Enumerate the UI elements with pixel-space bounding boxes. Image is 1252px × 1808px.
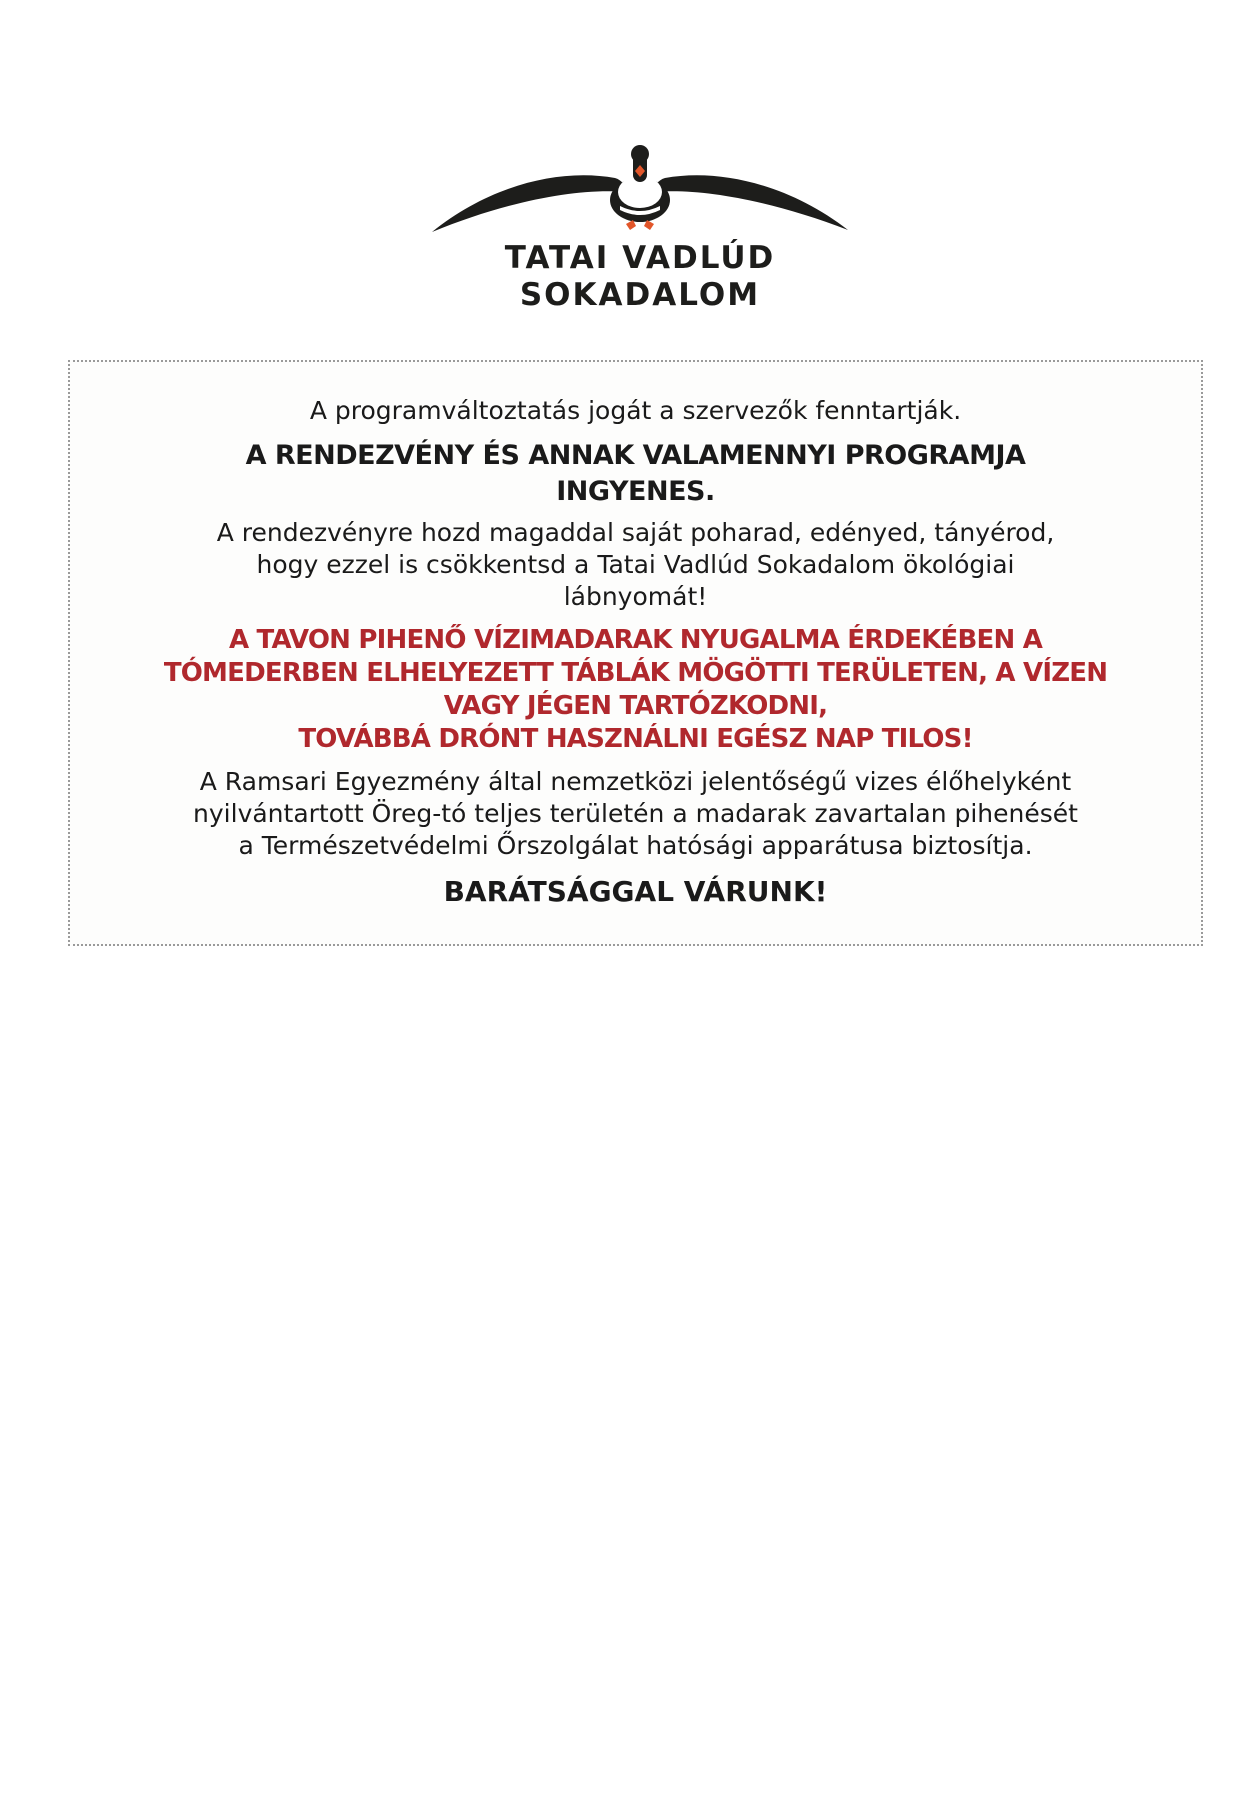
free-admission-heading <box>70 438 1201 510</box>
ramsar-line: a Természetvédelmi Őrszolgálat hatósági apparátusa biztosítja. <box>238 831 1033 860</box>
logo-title-line1: TATAI VADLÚD <box>504 240 776 276</box>
bring-own-dishes-text <box>70 517 1201 613</box>
logo <box>420 140 860 320</box>
ramsar-line: nyilvántartott Öreg-tó teljes területén a madarak zavartalan pihenését <box>193 799 1078 828</box>
logo-wordmark <box>420 240 860 314</box>
bring-own-line: A rendezvényre hozd magaddal saját poharad, edényed, tányérod, <box>216 518 1055 547</box>
bring-own-line: lábnyomát! <box>563 582 708 611</box>
prohibition-warning <box>70 624 1201 756</box>
ramsar-text <box>70 766 1201 862</box>
free-heading-line: INGYENES. <box>556 476 715 507</box>
warning-line: TÓMEDERBEN ELHELYEZETT TÁBLÁK MÖGÖTTI TERÜLETEN, A VÍZEN <box>163 658 1108 688</box>
logo-title-line2: SOKADALOM <box>519 277 761 313</box>
warning-line: VAGY JÉGEN TARTÓZKODNI, <box>443 691 828 721</box>
notice-box <box>68 360 1203 946</box>
ramsar-line: A Ramsari Egyezmény által nemzetközi jelentőségű vizes élőhelyként <box>199 767 1072 796</box>
closing-greeting: BARÁTSÁGGAL VÁRUNK! <box>443 875 828 908</box>
free-heading-line: A RENDEZVÉNY ÉS ANNAK VALAMENNYI PROGRAMJA <box>245 440 1026 471</box>
intro-text: A programváltoztatás jogát a szervezők fenntartják. <box>309 396 962 425</box>
wild-goose-icon <box>430 140 850 240</box>
bring-own-line: hogy ezzel is csökkentsd a Tatai Vadlúd Sokadalom ökológiai <box>256 550 1015 579</box>
warning-line: A TAVON PIHENŐ VÍZIMADARAK NYUGALMA ÉRDEKÉBEN A <box>228 625 1043 655</box>
warning-line: TOVÁBBÁ DRÓNT HASZNÁLNI EGÉSZ NAP TILOS! <box>298 724 973 754</box>
